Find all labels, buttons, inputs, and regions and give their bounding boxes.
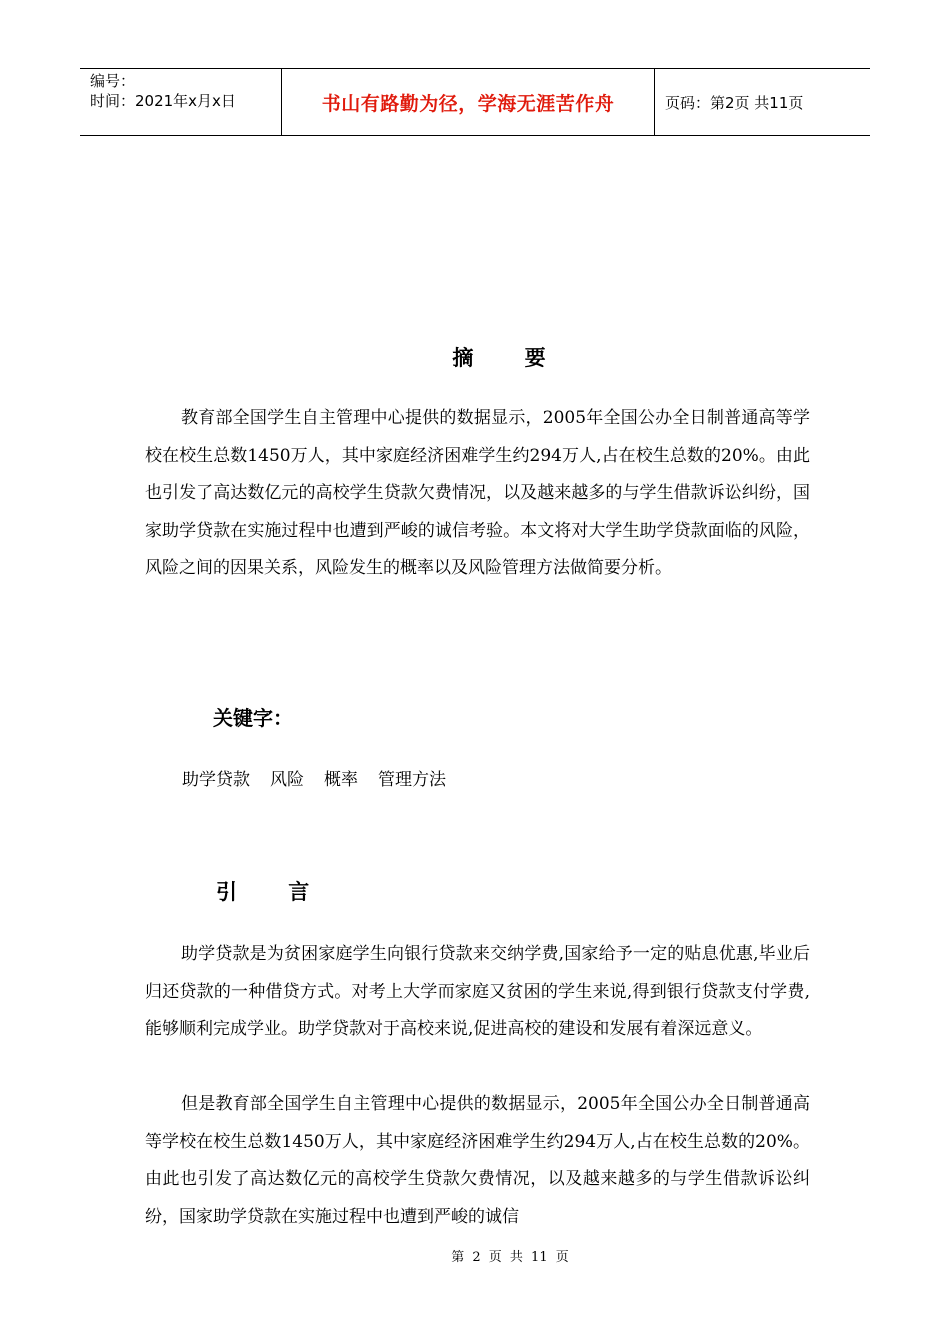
- header-motto: 书山有路勤为径，学海无涯苦作舟: [321, 92, 615, 115]
- keyword-item: 管理方法: [378, 770, 446, 790]
- abstract-text: 教育部全国学生自主管理中心提供的数据显示，2005年全国公办全日制普通高等学校在校生总数1450万人，其中家庭经济困难学生约294万人,占在校生总数的20%。由此也引发了高达数亿元的高校学生贷款欠费情况，以及越来越多的与学生借款诉讼纠纷，国家助学贷款在实施过程中也遭到严峻的诚信考验。本文将对大学生助学贷款面临的风险，风险之间的因果关系，风险发生的概率以及风险管理方法做简要分析。: [145, 408, 810, 578]
- keyword-item: 风险: [270, 770, 304, 790]
- number-label: 编号：: [90, 72, 136, 90]
- header-page-info: [655, 69, 870, 135]
- header-meta: [80, 69, 282, 135]
- page-header: [80, 68, 870, 136]
- time-label: 时间：2021年x月x日: [90, 92, 236, 110]
- header-motto-cell: [282, 69, 655, 135]
- intro-paragraph-1: 助学贷款是为贫困家庭学生向银行贷款来交纳学费,国家给予一定的贴息优惠,毕业后归还贷款的一种借贷方式。对考上大学而家庭又贫困的学生来说,得到银行贷款支付学费,能够顺利完成学业。助学贷款对于高校来说,促进高校的建设和发展有着深远意义。: [145, 944, 810, 1039]
- page-info-text: 页码：第2页 共11页: [665, 93, 804, 112]
- intro-paragraph-2: 但是教育部全国学生自主管理中心提供的数据显示，2005年全国公办全日制普通高等学校在校生总数1450万人，其中家庭经济困难学生约294万人,占在校生总数的20%。由此也引发了高达数亿元的高校学生贷款欠费情况，以及越来越多的与学生借款诉讼纠纷，国家助学贷款在实施过程中也遭到严峻的诚信: [145, 1094, 810, 1227]
- page-footer: 第 2 页 共 11 页: [451, 1250, 569, 1265]
- abstract-title: 摘 要: [452, 346, 568, 370]
- keywords-list: [182, 765, 446, 790]
- intro-title: 引 言: [216, 880, 332, 904]
- keyword-item: 概率: [324, 770, 358, 790]
- keywords-title: 关键字：: [213, 706, 293, 730]
- keyword-item: 助学贷款: [182, 770, 250, 790]
